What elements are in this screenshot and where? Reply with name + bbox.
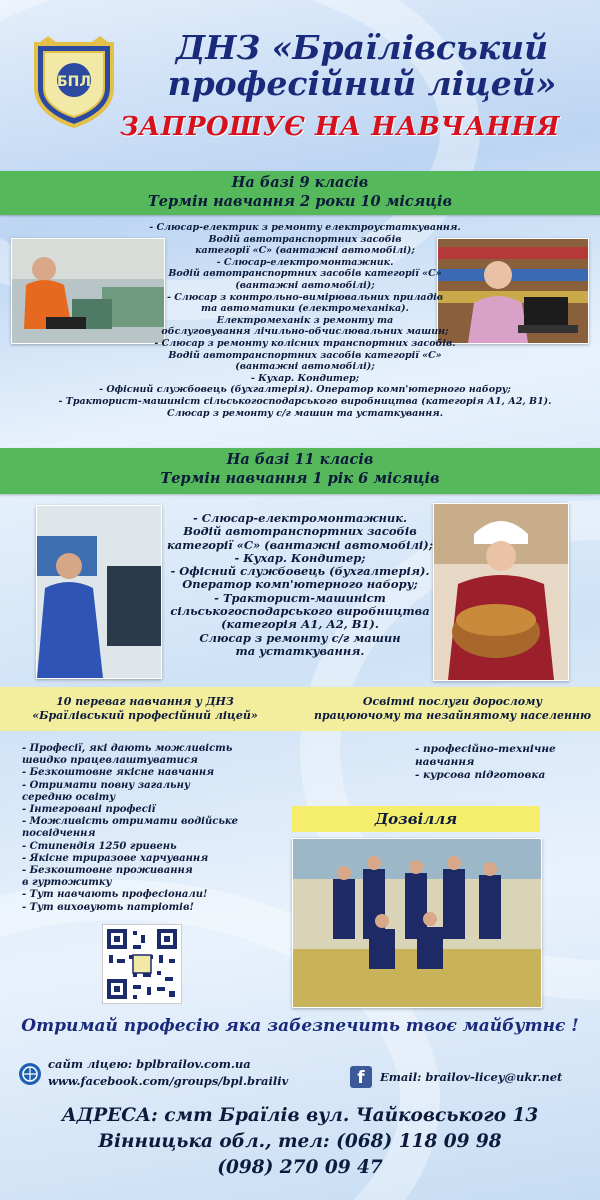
- address-block: [0, 1103, 600, 1181]
- advantage-item: в гуртожитку: [22, 877, 112, 889]
- qr-code-icon: [102, 924, 182, 1004]
- profession-item: - Слюсар з контрольно-вимірювальних приладів: [166, 291, 444, 303]
- advantage-item: швидко працевлаштуватися: [22, 755, 198, 767]
- lyceum-crest-logo: [30, 36, 118, 128]
- address-line-2: Вінницька обл., тел: (068) 118 09 98: [98, 1131, 502, 1152]
- website-icon: [18, 1062, 42, 1086]
- advantage-item: - Тут навчають професіонали!: [22, 889, 208, 901]
- profession-item: Слюсар з ремонту с/г машин: [199, 630, 401, 645]
- profession-item: сільськогосподарського виробництва: [170, 604, 430, 619]
- profession-item: та автоматики (електромеханіка).: [201, 303, 409, 315]
- advantage-item: - Якісне триразове харчування: [22, 852, 209, 864]
- profession-item: Водій автотранспортних засобів: [183, 524, 417, 539]
- service-item: - курсова підготовка: [415, 769, 546, 781]
- advantage-item: - Стипендія 1250 гривень: [22, 840, 177, 852]
- profession-item: Водій автотранспортних засобів: [208, 233, 402, 245]
- profession-item: - Слюсар з ремонту колісних транспортних засобів.: [154, 337, 456, 349]
- services-heading-line2: працюючому та незайнятому населенню: [313, 709, 592, 722]
- profession-item: (категорія А1, А2, В1).: [221, 617, 379, 632]
- section-9-header: [0, 171, 600, 215]
- facebook-icon: f: [350, 1066, 372, 1088]
- services-list: [415, 743, 595, 782]
- photo-mechanic-student: [36, 505, 162, 679]
- profession-item: Електромеханік з ремонту та: [216, 314, 394, 326]
- profession-item: категорії «С» (вантажні автомобілі);: [167, 537, 433, 552]
- section-11-title: На базі 11 класів: [226, 451, 374, 468]
- invite-heading: ЗАПРОШУЄ НА НАВЧАННЯ: [120, 112, 560, 142]
- advantage-item: середню освіту: [22, 791, 116, 803]
- section-11-duration: Термін навчання 1 рік 6 місяців: [160, 470, 440, 487]
- profession-item: (вантажні автомобілі);: [235, 361, 375, 373]
- advantages-services-band: [0, 687, 600, 731]
- profession-item: - Офісний службовець (бухгалтерія).: [170, 564, 430, 579]
- advantage-item: посвідчення: [22, 828, 96, 840]
- leisure-label: Дозвілля: [292, 806, 540, 832]
- advantage-item: - Інтегровані професії: [22, 804, 156, 816]
- service-item: навчання: [415, 756, 475, 768]
- section-11-professions: [160, 512, 440, 658]
- profession-item: категорії «С» (вантажні автомобілі);: [195, 245, 415, 257]
- profession-item: Слюсар з ремонту с/г машин та устаткування.: [166, 407, 444, 419]
- crest-letters: БПЛ: [56, 74, 92, 90]
- section-9-duration: Термін навчання 2 роки 10 місяців: [148, 193, 452, 210]
- profession-item: Водій автотранспортних засобів категорії «С»: [168, 349, 442, 361]
- profession-item: - Тракторист-машиніст сільськогосподарського виробництва (категорія А1, А2, В1).: [58, 395, 552, 407]
- advantage-item: - Отримати повну загальну: [22, 779, 190, 791]
- section-9-professions: [55, 222, 555, 419]
- advantage-item: - Безкоштовне проживання: [22, 865, 193, 877]
- slogan: Отримай професію яка забезпечить твоє майбутнє !: [21, 1016, 579, 1036]
- section-11-header: [0, 448, 600, 494]
- advantage-item: - Професії, які дають можливість: [22, 743, 233, 754]
- profession-item: Водій автотранспортних засобів категорії «С»: [168, 268, 442, 280]
- profession-item: - Кухар. Кондитер;: [250, 372, 360, 384]
- profession-item: та устаткування.: [235, 643, 365, 658]
- profession-item: - Слюсар-електрик з ремонту електроустаткування.: [149, 222, 461, 233]
- site-and-facebook: [48, 1057, 348, 1088]
- advantage-item: - Тут виховують патріотів!: [22, 901, 194, 913]
- email-link[interactable]: Email: brailov-licey@ukr.net: [380, 1070, 563, 1084]
- services-heading: [310, 695, 595, 723]
- photo-cook-student: [433, 503, 569, 681]
- section-9-title: На базі 9 класів: [231, 174, 369, 191]
- profession-item: - Офісний службовець (бухгалтерія). Оператор комп'ютерного набору;: [99, 384, 511, 396]
- profession-item: - Слюсар-електромонтажник.: [216, 256, 394, 268]
- address-line-1: АДРЕСА: смт Браїлів вул. Чайковського 13: [61, 1105, 539, 1126]
- photo-sports-team: [292, 838, 542, 1008]
- profession-item: (вантажні автомобілі);: [235, 279, 375, 291]
- advantages-heading-line1: 10 переваг навчання у ДНЗ: [56, 695, 234, 708]
- profession-item: - Слюсар-електромонтажник.: [193, 511, 407, 525]
- services-heading-line1: Освітні послуги дорослому: [362, 695, 543, 708]
- page-title: [132, 30, 592, 102]
- site-link[interactable]: сайт ліцею: bplbrailov.com.ua: [48, 1057, 251, 1071]
- title-line-2: професійний ліцей»: [167, 64, 557, 103]
- profession-item: - Кухар. Кондитер;: [234, 550, 366, 565]
- profession-item: обслуговування лічильно-обчислювальних машин;: [161, 326, 449, 338]
- title-line-1: ДНЗ «Браїлівський: [175, 28, 549, 67]
- advantage-item: - Можливість отримати водійське: [22, 816, 239, 828]
- profession-item: - Тракторист-машиніст: [214, 590, 386, 605]
- profession-item: Оператор комп'ютерного набору;: [182, 577, 418, 592]
- service-item: - професійно-технічне: [415, 743, 556, 755]
- advantages-list: [22, 743, 272, 914]
- advantages-heading: [10, 695, 280, 723]
- advantage-item: - Безкоштовне якісне навчання: [22, 767, 215, 779]
- advantages-heading-line2: «Браїлівський професійний ліцей»: [32, 709, 258, 722]
- address-line-3: (098) 270 09 47: [217, 1157, 383, 1178]
- facebook-link[interactable]: www.facebook.com/groups/bpl.brailiv: [48, 1074, 289, 1088]
